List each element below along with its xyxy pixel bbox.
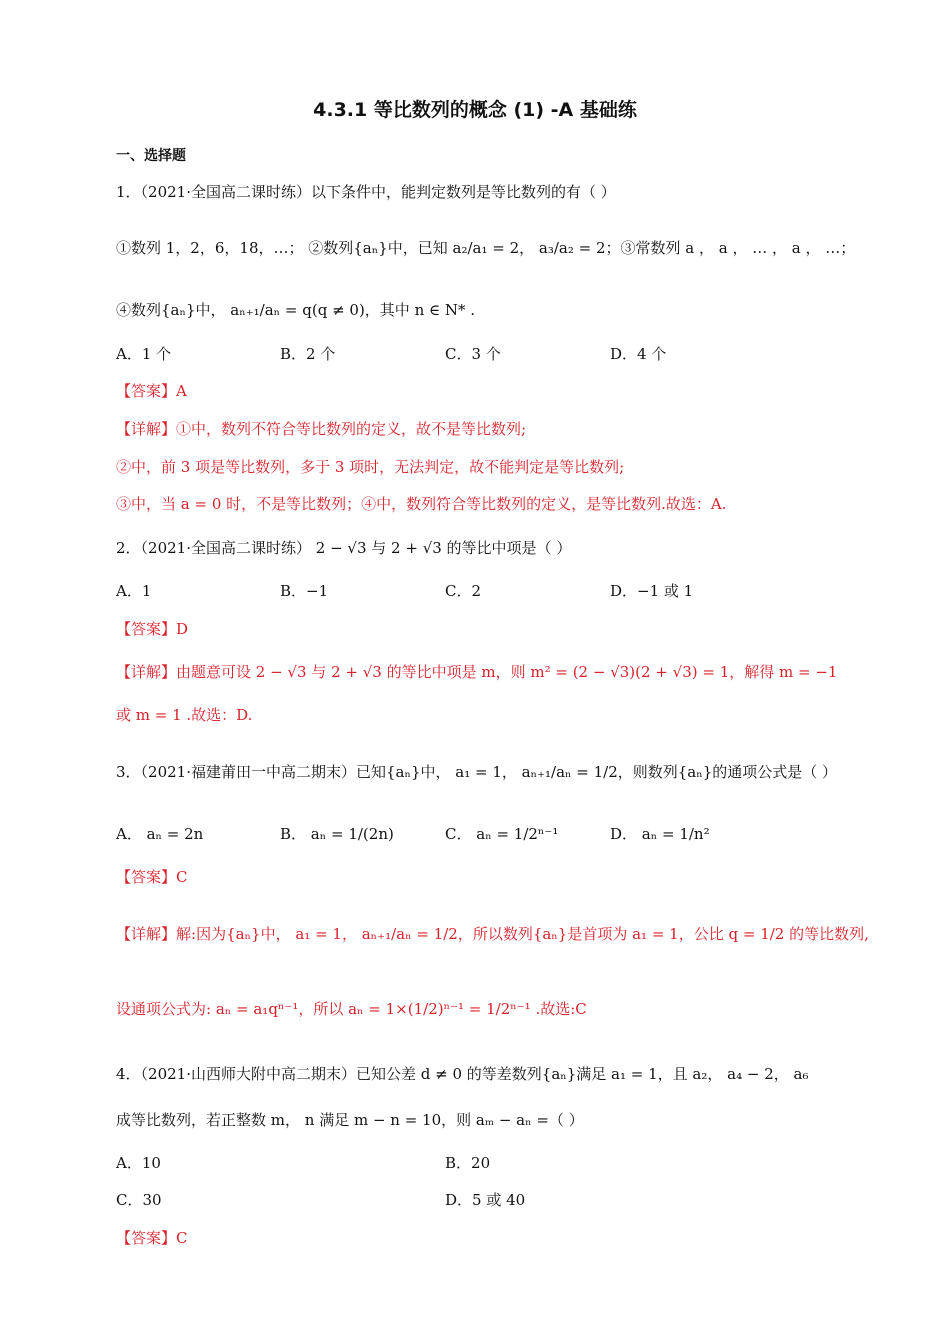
answer-tag: 【答案】 <box>116 382 177 400</box>
q3-answer-value: C <box>176 868 188 886</box>
q3-detail-2: 设通项公式为: aₙ = a₁qⁿ⁻¹，所以 aₙ = 1×(1/2)ⁿ⁻¹ = 1/2ⁿ⁻¹ .故选:C <box>116 1000 587 1018</box>
q4-stem-line2: 成等比数列，若正整数 m， n 满足 m − n = 10，则 aₘ − aₙ =（ ） <box>116 1111 584 1129</box>
q1-detail-3: ③中，当 a = 0 时，不是等比数列；④中，数列符合等比数列的定义，是等比数列.故选：A. <box>116 495 727 513</box>
q1-option-c: C．3 个 <box>445 345 501 363</box>
section-heading: 一、选择题 <box>116 148 186 164</box>
q1-answer <box>116 381 187 401</box>
q2-detail-2: 或 m = 1 .故选：D. <box>116 706 253 724</box>
q3-option-c: C． aₙ = 1/2ⁿ⁻¹ <box>445 825 559 843</box>
q3-answer <box>116 867 188 887</box>
q1-detail-text: ①中，数列不符合等比数列的定义，故不是等比数列; <box>176 420 527 438</box>
q1-detail-2: ②中，前 3 项是等比数列，多于 3 项时，无法判定，故不能判定是等比数列; <box>116 458 625 476</box>
q1-answer-value: A <box>176 382 187 400</box>
q3-option-a: A． aₙ = 2n <box>116 825 204 843</box>
q4-answer <box>116 1228 188 1248</box>
q2-answer <box>116 619 188 639</box>
detail-tag: 【详解】 <box>116 925 177 943</box>
q2-detail-1 <box>116 662 837 682</box>
answer-tag: 【答案】 <box>116 1229 177 1247</box>
detail-tag: 【详解】 <box>116 420 177 438</box>
detail-tag: 【详解】 <box>116 663 177 681</box>
q2-option-c: C．2 <box>445 582 482 600</box>
q4-option-d: D．5 或 40 <box>445 1191 526 1209</box>
q2-detail-text: 由题意可设 2 − √3 与 2 + √3 的等比中项是 m，则 m² = (2 − √3)(2 + √3) = 1，解得 m = −1 <box>176 663 838 681</box>
q2-option-d: D．−1 或 1 <box>610 582 694 600</box>
q3-stem: 3．（2021·福建莆田一中高二期末）已知{aₙ}中， a₁ = 1， aₙ₊₁/aₙ = 1/2，则数列{aₙ}的通项公式是（ ） <box>116 763 838 781</box>
q2-answer-value: D <box>176 620 189 638</box>
q1-option-a: A．1 个 <box>116 345 172 363</box>
q1-option-d: D．4 个 <box>610 345 667 363</box>
q2-option-b: B．−1 <box>280 582 329 600</box>
q1-conditions-line2: ④数列{aₙ}中， aₙ₊₁/aₙ = q(q ≠ 0)，其中 n ∈ N* . <box>116 301 476 319</box>
q1-detail-1 <box>116 419 526 439</box>
q3-detail-text: 解:因为{aₙ}中， a₁ = 1， aₙ₊₁/aₙ = 1/2，所以数列{aₙ}是首项为 a₁ = 1，公比 q = 1/2 的等比数列, <box>176 925 869 943</box>
q4-option-c: C．30 <box>116 1191 162 1209</box>
answer-tag: 【答案】 <box>116 868 177 886</box>
answer-tag: 【答案】 <box>116 620 177 638</box>
q1-option-b: B．2 个 <box>280 345 336 363</box>
q2-option-a: A．1 <box>116 582 152 600</box>
q4-answer-value: C <box>176 1229 188 1247</box>
q4-option-b: B．20 <box>445 1154 491 1172</box>
q3-option-d: D． aₙ = 1/n² <box>610 825 710 843</box>
q4-stem-line1: 4．（2021·山西师大附中高二期末）已知公差 d ≠ 0 的等差数列{aₙ}满足 a₁ = 1，且 a₂， a₄ − 2， a₆ <box>116 1065 809 1083</box>
page-title: 4.3.1 等比数列的概念 (1) -A 基础练 <box>313 99 637 121</box>
q2-stem: 2．（2021·全国高二课时练） 2 − √3 与 2 + √3 的等比中项是（ ） <box>116 539 572 557</box>
q3-option-b: B． aₙ = 1/(2n) <box>280 825 394 843</box>
q1-conditions-line1: ①数列 1，2，6，18，…； ②数列{aₙ}中，已知 a₂/a₁ = 2， a₃/a₂ = 2；③常数列 a ， a ， … ， a ， …； <box>116 239 856 257</box>
q1-stem: 1．（2021·全国高二课时练）以下条件中，能判定数列是等比数列的有（ ） <box>116 183 616 201</box>
q4-option-a: A．10 <box>116 1154 161 1172</box>
q3-detail-1 <box>116 924 869 944</box>
